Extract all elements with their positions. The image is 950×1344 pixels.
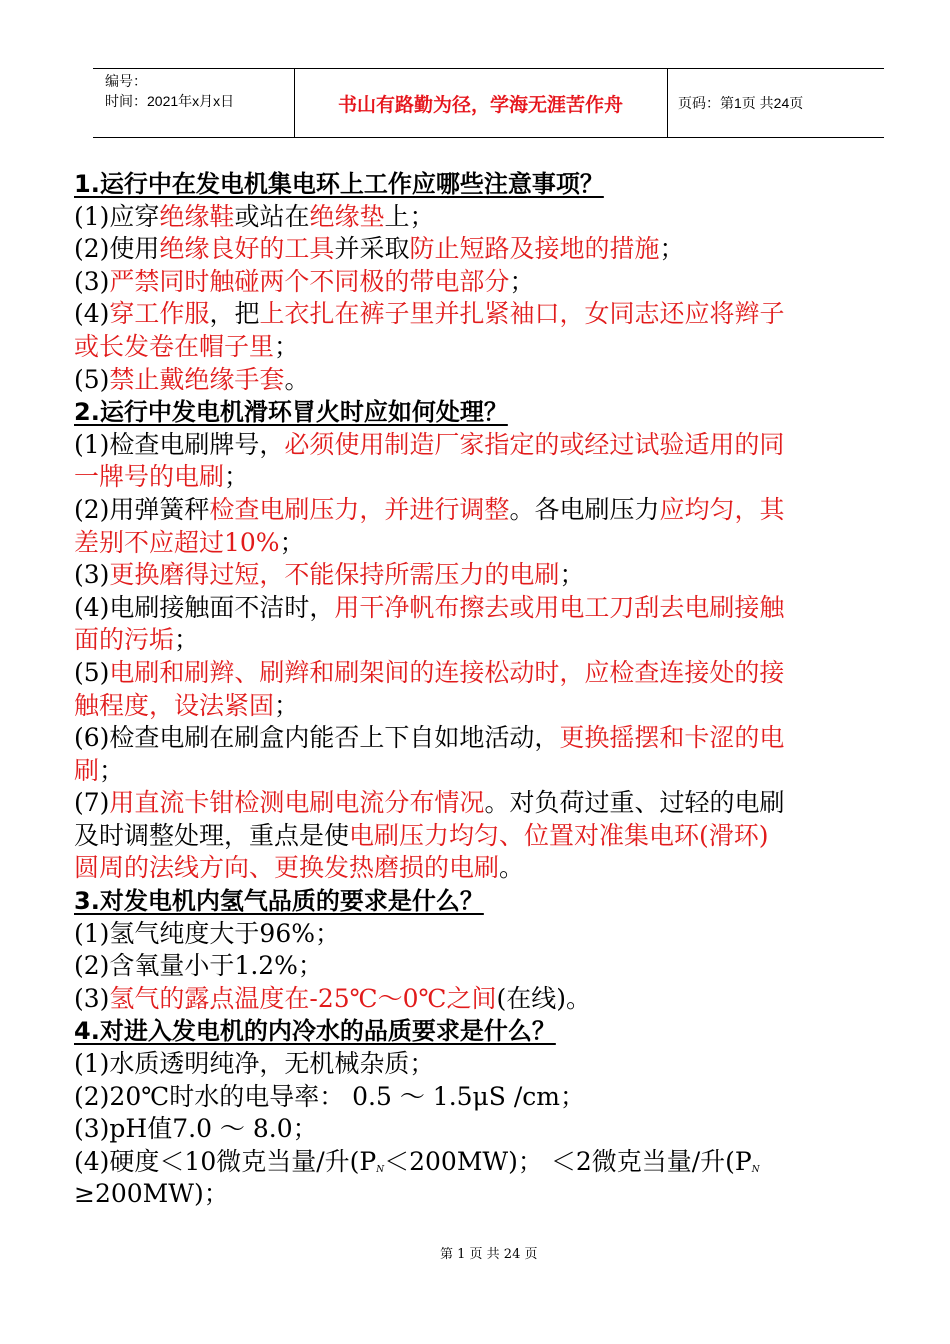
highlighted-text: 穿工作服 bbox=[109, 299, 210, 329]
text-segment: (4)电刷接触面不洁时， bbox=[74, 592, 335, 622]
text-line bbox=[74, 1146, 894, 1179]
text-line bbox=[74, 298, 894, 331]
highlighted-text: 防止短路及接地的措施 bbox=[409, 234, 660, 264]
text-line bbox=[74, 1178, 894, 1211]
text-segment: ； bbox=[174, 625, 200, 655]
text-segment: 上； bbox=[384, 201, 435, 231]
question-heading bbox=[74, 885, 894, 918]
highlighted-text: 严禁同时触碰两个不同极的带电部分 bbox=[109, 266, 510, 296]
time-label: 时间：2021年x月x日 bbox=[105, 93, 235, 109]
highlighted-text: 圆周的法线方向、更换发热磨损的电刷 bbox=[74, 853, 500, 883]
text-line bbox=[74, 852, 894, 885]
text-segment: (2)用弹簧秤 bbox=[74, 494, 210, 524]
text-segment: ； bbox=[659, 234, 685, 264]
text-segment: 及时调整处理，重点是使 bbox=[74, 820, 350, 850]
text-segment: (2)20℃时水的电导率： 0.5 ～ 1.5μS /cm； bbox=[74, 1081, 585, 1111]
highlighted-text: 绝缘垫 bbox=[309, 201, 385, 231]
text-line bbox=[74, 461, 894, 494]
text-line bbox=[74, 755, 894, 788]
code-label: 编号： bbox=[105, 73, 147, 89]
highlighted-text: 绝缘鞋 bbox=[159, 201, 235, 231]
text-line bbox=[74, 331, 894, 364]
text-line bbox=[74, 983, 894, 1016]
highlighted-text: 检查电刷压力，并进行调整 bbox=[209, 494, 510, 524]
text-segment: ； bbox=[274, 690, 300, 720]
highlighted-text: 必须使用制造厂家指定的或经过试验适用的同 bbox=[284, 429, 785, 459]
text-line bbox=[74, 624, 894, 657]
text-line bbox=[74, 1081, 894, 1114]
text-segment: 。 bbox=[499, 853, 525, 883]
heading-text: 1.运行中在发电机集电环上工作应哪些注意事项？ bbox=[74, 170, 604, 198]
text-segment: ； bbox=[279, 527, 305, 557]
text-segment: 。各电刷压力 bbox=[509, 494, 660, 524]
text-segment: 。 bbox=[284, 364, 310, 394]
text-segment: ； bbox=[224, 462, 250, 492]
text-line bbox=[74, 1113, 894, 1146]
text-line bbox=[74, 527, 894, 560]
highlighted-text: 上衣扎在裤子里并扎紧袖口，女同志还应将辫子 bbox=[259, 299, 785, 329]
text-segment: ； bbox=[274, 331, 300, 361]
text-segment: (3)pH值7.0 ～ 8.0； bbox=[74, 1114, 318, 1144]
text-segment: (4) bbox=[74, 299, 110, 329]
text-line bbox=[74, 1048, 894, 1081]
text-segment: ； bbox=[99, 755, 125, 785]
highlighted-text: 电刷压力均匀、位置对准集电环(滑环) bbox=[349, 820, 769, 850]
text-segment: (3) bbox=[74, 983, 110, 1013]
highlighted-text: 一牌号的电刷 bbox=[74, 462, 225, 492]
text-segment: (5) bbox=[74, 657, 110, 687]
highlighted-text: 禁止戴绝缘手套 bbox=[109, 364, 285, 394]
page-footer: 第 1 页 共 24 页 bbox=[440, 1247, 538, 1262]
text-segment: (5) bbox=[74, 364, 110, 394]
text-segment: (1)水质透明纯净，无机械杂质； bbox=[74, 1049, 435, 1079]
text-line bbox=[74, 950, 894, 983]
text-segment: (4)硬度＜10微克当量/升( bbox=[74, 1146, 360, 1176]
text-segment: P bbox=[359, 1146, 377, 1176]
text-line bbox=[74, 820, 894, 853]
text-line bbox=[74, 592, 894, 625]
heading-text: 3.对发电机内氢气品质的要求是什么？ bbox=[74, 887, 484, 916]
highlighted-text: 触程度，设法紧固 bbox=[74, 690, 275, 720]
text-line bbox=[74, 918, 894, 951]
text-segment: (1)应穿 bbox=[74, 201, 160, 231]
text-line bbox=[74, 657, 894, 690]
highlighted-text: 刷 bbox=[74, 755, 100, 785]
highlighted-text: 电刷和刷辫、刷辫和刷架间的连接松动时，应检查连接处的接 bbox=[109, 657, 785, 687]
highlighted-text: 氢气的露点温度在-25℃～0℃之间 bbox=[109, 983, 497, 1013]
highlighted-text: 更换磨得过短，不能保持所需压力的电刷 bbox=[109, 560, 560, 590]
text-segment: ＜200MW)； ＜2微克当量/升( bbox=[384, 1146, 735, 1176]
text-segment: ； bbox=[509, 266, 535, 296]
highlighted-text: 用干净帆布擦去或用电工刀刮去电刷接触 bbox=[334, 592, 785, 622]
heading-text: 2.运行中发电机滑环冒火时应如何处理？ bbox=[74, 398, 508, 427]
highlighted-text: 更换摇摆和卡涩的电 bbox=[559, 723, 785, 753]
text-segment: 并采取 bbox=[334, 234, 410, 264]
text-segment: ； bbox=[559, 560, 585, 590]
text-segment: ≥200MW)； bbox=[74, 1179, 229, 1209]
text-line bbox=[74, 201, 894, 234]
text-line bbox=[74, 722, 894, 755]
heading-text: 4.对进入发电机的内冷水的品质要求是什么？ bbox=[74, 1017, 556, 1046]
text-segment: (7) bbox=[74, 788, 110, 818]
highlighted-text: 用直流卡钳检测电刷电流分布情况 bbox=[109, 788, 485, 818]
highlighted-text: 面的污垢 bbox=[74, 625, 175, 655]
question-heading bbox=[74, 396, 894, 429]
motto-text: 书山有路勤为径，学海无涯苦作舟 bbox=[337, 94, 623, 116]
highlighted-text: 或长发卷在帽子里 bbox=[74, 331, 275, 361]
question-heading bbox=[74, 1015, 894, 1048]
text-line bbox=[74, 364, 894, 397]
header-meta-cell bbox=[93, 69, 295, 137]
text-segment: ，把 bbox=[209, 299, 260, 329]
highlighted-text: 应均匀，其 bbox=[659, 494, 785, 524]
text-segment: 或站在 bbox=[234, 201, 310, 231]
subscript-text: N bbox=[751, 1164, 760, 1175]
header-page-cell bbox=[668, 69, 884, 137]
text-line bbox=[74, 787, 894, 820]
text-line bbox=[74, 494, 894, 527]
highlighted-text: 绝缘良好的工具 bbox=[159, 234, 335, 264]
text-segment: (3) bbox=[74, 560, 110, 590]
text-line bbox=[74, 266, 894, 299]
text-line bbox=[74, 559, 894, 592]
header-table bbox=[93, 68, 884, 138]
subscript-text: N bbox=[376, 1164, 385, 1175]
highlighted-text: 差别不应超过10% bbox=[74, 527, 280, 557]
text-segment: (2)含氧量小于1.2%； bbox=[74, 951, 323, 981]
text-segment: (1)氢气纯度大于96%； bbox=[74, 918, 340, 948]
text-segment: (在线)。 bbox=[496, 983, 592, 1013]
text-segment: (3) bbox=[74, 266, 110, 296]
text-segment: (6)检查电刷在刷盒内能否上下自如地活动， bbox=[74, 723, 560, 753]
text-segment: (1)检查电刷牌号， bbox=[74, 429, 285, 459]
text-line bbox=[74, 233, 894, 266]
text-line bbox=[74, 429, 894, 462]
page-info: 页码：第1页 共24页 bbox=[678, 95, 804, 111]
text-segment: 。对负荷过重、过轻的电刷 bbox=[484, 788, 785, 818]
header-motto-cell bbox=[294, 69, 668, 137]
question-heading bbox=[74, 168, 894, 201]
text-segment: P bbox=[734, 1146, 752, 1176]
document-body bbox=[74, 168, 894, 1211]
text-segment: (2)使用 bbox=[74, 234, 160, 264]
text-line bbox=[74, 690, 894, 723]
